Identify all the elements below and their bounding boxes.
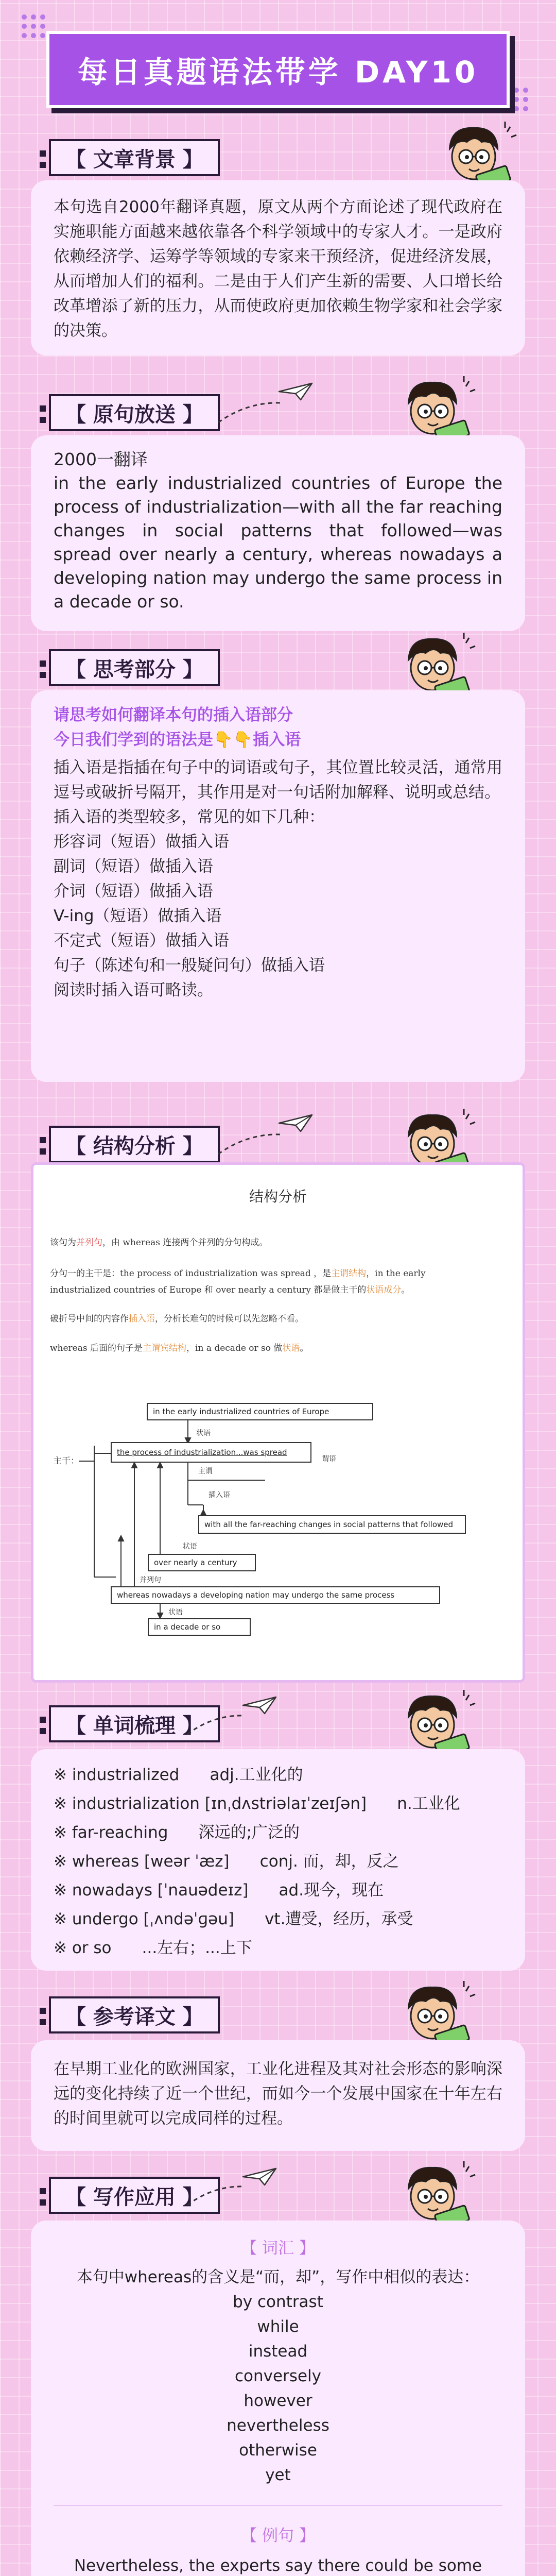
vocab-item: ※ whereas [weər ˈæz] conj. 而，却，反之 bbox=[54, 1852, 399, 1871]
paper-plane-icon bbox=[242, 2166, 278, 2187]
vocab-item: ※ nowadays [ˈnauədeɪz] ad.现今，现在 bbox=[54, 1881, 384, 1900]
scholar-mascot-icon bbox=[389, 1685, 476, 1757]
vocab-item: ※ or so ...左右；...上下 bbox=[54, 1939, 252, 1957]
paper-plane-icon bbox=[278, 381, 314, 402]
scholar-mascot-icon bbox=[389, 1976, 476, 2048]
original-sentence: in the early industrialized countries of Europe the process of industrialization—with all the far reaching changes in social patterns that followed—was spread over nearly a century, whereas nowadays a developing nation may undergo the same process in a decade or so. bbox=[54, 473, 502, 612]
section-label-writing: 【 写作应用 】 bbox=[49, 2177, 220, 2214]
thinking-q2-suffix: 插入语 bbox=[253, 731, 301, 749]
section-label-translation: 【 参考译文 】 bbox=[49, 1996, 220, 2033]
thinking-card bbox=[31, 690, 525, 1082]
plane-trail-icon bbox=[185, 1709, 247, 1740]
plane-trail-icon bbox=[216, 1128, 283, 1159]
writing-intro: 本句中whereas的含义是“而，却”，写作中相似的表达： bbox=[76, 2268, 480, 2286]
tree-label-coordinate: 并列句 bbox=[140, 1576, 161, 1584]
tree-box-decade: in a decade or so bbox=[148, 1618, 251, 1636]
structure-line-2: 分句一的主干是：the process of industrialization was spread ，是主谓结构，in the early bbox=[50, 1268, 426, 1279]
plane-trail-icon bbox=[216, 397, 283, 428]
tree-label-adverbial-3: 状语 bbox=[168, 1608, 183, 1617]
paper-plane-icon bbox=[278, 1113, 314, 1133]
background-text: 本句选自2000年翻译真题，原文从两个方面论述了现代政府在实施职能方面越来越依靠各个科学领域中的专家人才。一是政府依赖经济学、运筹学等领域的专家来干预经济，促进经济发展，从而增加人们的福利。二是由于人们产生新的需要、人口增长给改革增添了新的压力，从而使政府更加依赖生物学家和社会学家的决策。 bbox=[54, 198, 502, 340]
writing-word: otherwise bbox=[239, 2441, 317, 2460]
vocab-item: ※ industrialized adj.工业化的 bbox=[54, 1766, 303, 1784]
thinking-q2-prefix: 今日我们学到的语法是 bbox=[54, 731, 213, 749]
section-label-vocab: 【 单词梳理 】 bbox=[49, 1705, 220, 1742]
writing-example-1a: Nevertheless, the experts say there could be some bbox=[74, 2556, 482, 2575]
tree-box-main-clause: the process of industrialization...was spread bbox=[111, 1442, 311, 1463]
tree-box-century: over nearly a century bbox=[148, 1554, 256, 1571]
tree-box-early-countries: in the early industrialized countries of Europe bbox=[147, 1403, 373, 1420]
writing-word: instead bbox=[248, 2342, 308, 2361]
original-year: 2000一翻译 bbox=[54, 449, 148, 469]
thinking-type: 介词（短语）做插入语 bbox=[54, 882, 213, 901]
thinking-type: 阅读时插入语可略读。 bbox=[54, 981, 213, 999]
structure-title: 结构分析 bbox=[249, 1188, 307, 1205]
thinking-type: 不定式（短语）做插入语 bbox=[54, 931, 229, 950]
original-card bbox=[31, 435, 525, 631]
thinking-type: 副词（短语）做插入语 bbox=[54, 857, 213, 876]
scholar-mascot-icon bbox=[389, 628, 476, 700]
structure-diagram bbox=[31, 1162, 525, 1683]
thinking-type: 形容词（短语）做插入语 bbox=[54, 833, 229, 851]
structure-line-4: 破折号中间的内容作插入语，分析长难句的时候可以先忽略不看。 bbox=[50, 1314, 304, 1324]
scholar-mascot-icon bbox=[389, 2156, 476, 2228]
writing-word: conversely bbox=[234, 2367, 321, 2385]
paper-plane-icon bbox=[242, 1695, 278, 1716]
writing-word: by contrast bbox=[233, 2293, 323, 2311]
writing-word: while bbox=[257, 2317, 299, 2336]
writing-divider bbox=[54, 2505, 502, 2506]
structure-line-3: industrialized countries of Europe 和 over nearly a century 都是做主干的状语成分。 bbox=[50, 1285, 410, 1295]
section-label-structure: 【 结构分析 】 bbox=[49, 1126, 220, 1163]
thinking-type: V-ing（短语）做插入语 bbox=[54, 907, 222, 925]
tree-label-adverbial: 状语 bbox=[196, 1429, 211, 1437]
page-title-banner bbox=[46, 31, 510, 108]
tree-label-subject-verb: 主谓 bbox=[198, 1467, 213, 1476]
writing-word: however bbox=[244, 2392, 312, 2410]
thinking-type: 句子（陈述句和一般疑问句）做插入语 bbox=[54, 956, 325, 975]
thinking-para-1: 插入语是指插在句子中的词语或句子，其位置比较灵活，通常用逗号或破折号隔开，其作用是对一句话附加解释、说明或总结。 bbox=[54, 758, 502, 802]
pointing-down-icon: 👇👇 bbox=[213, 731, 253, 749]
writing-heading-vocab: 【 词汇 】 bbox=[241, 2239, 315, 2258]
vocab-item: ※ industrialization [ɪnˌdʌstriəlaɪˈzeɪʃən] n.工业化 bbox=[54, 1794, 460, 1813]
scholar-mascot-icon bbox=[389, 371, 476, 443]
thinking-question-1: 请思考如何翻译本句的插入语部分 bbox=[54, 706, 293, 724]
scholar-mascot-icon bbox=[430, 116, 517, 189]
page-title: 每日真题语法带学 DAY10 bbox=[77, 55, 479, 90]
writing-card bbox=[31, 2221, 525, 2576]
tree-label-adverbial-2: 状语 bbox=[183, 1543, 197, 1551]
thinking-para-2: 插入语的类型较多，常见的如下几种： bbox=[54, 808, 325, 826]
plane-trail-icon bbox=[185, 2180, 247, 2211]
vocab-card bbox=[31, 1749, 525, 1971]
structure-line-1: 该句为并列句，由 whereas 连接两个并列的分句构成。 bbox=[50, 1238, 268, 1248]
decorative-dots-icon bbox=[22, 14, 45, 38]
translation-text: 在早期工业化的欧洲国家，工业化进程及其对社会形态的影响深远的变化持续了近一个世纪，而如今一个发展中国家在十年左右的时间里就可以完成同样的过程。 bbox=[54, 2060, 502, 2128]
tree-box-whereas-clause: whereas nowadays a developing nation may undergo the same process bbox=[111, 1586, 440, 1604]
thinking-question-2 bbox=[54, 727, 502, 752]
writing-word: nevertheless bbox=[227, 2416, 329, 2435]
background-card bbox=[31, 180, 525, 355]
vocab-item: ※ undergo [ˌʌndəˈɡəu] vt.遭受，经历，承受 bbox=[54, 1910, 413, 1928]
vocab-item: ※ far-reaching 深远的;广泛的 bbox=[54, 1823, 300, 1842]
tree-label-insertion: 插入语 bbox=[208, 1491, 230, 1499]
tree-box-insertion: with all the far-reaching changes in social patterns that followed bbox=[198, 1515, 466, 1534]
writing-word: yet bbox=[265, 2466, 291, 2484]
writing-heading-example: 【 例句 】 bbox=[241, 2527, 315, 2545]
section-label-thinking: 【 思考部分 】 bbox=[49, 649, 220, 686]
main-trunk-label: 主干： bbox=[53, 1456, 79, 1466]
section-label-background: 【 文章背景 】 bbox=[49, 139, 220, 176]
tree-label-predicate: 谓语 bbox=[322, 1455, 336, 1463]
section-label-original: 【 原句放送 】 bbox=[49, 394, 220, 431]
structure-line-5: whereas 后面的句子是主谓宾结构，in a decade or so 做状语。 bbox=[50, 1343, 309, 1353]
translation-card bbox=[31, 2040, 525, 2151]
